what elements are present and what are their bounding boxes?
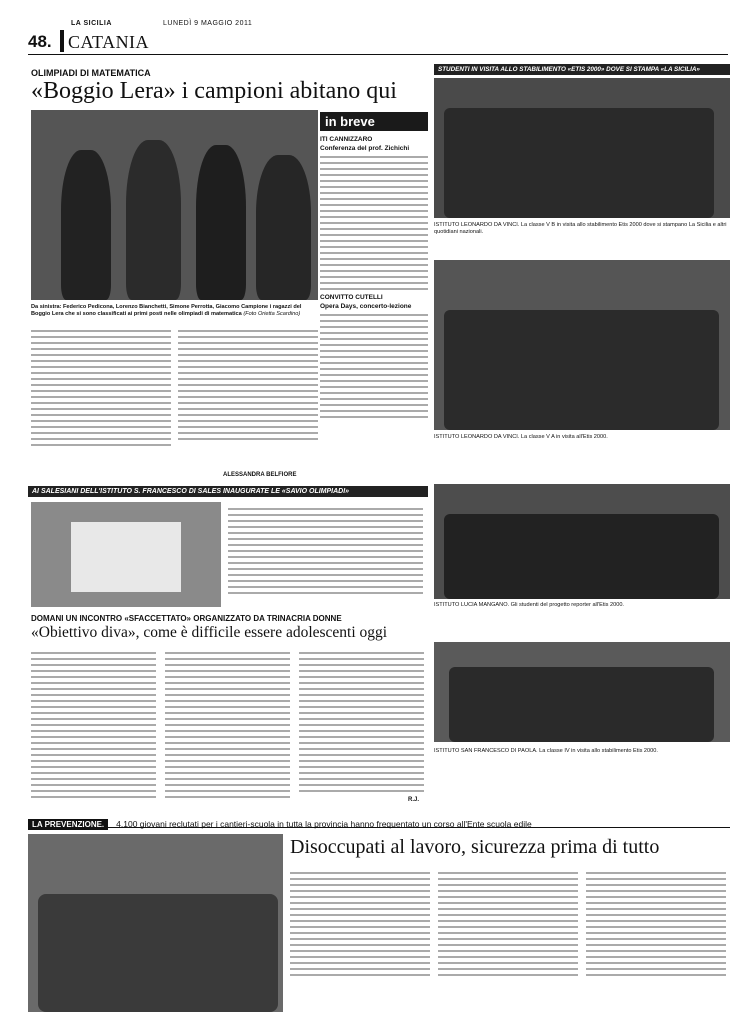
brief1-kicker: ITI CANNIZZARO	[320, 136, 373, 143]
article4-strap-text: 4.100 giovani reclutati per i cantieri-scuola in tutta la provincia hanno frequentato un corso all'Ente scuola edile	[116, 819, 532, 829]
visit-photo-2	[434, 260, 730, 430]
visit-caption-4: ISTITUTO SAN FRANCESCO DI PAOLA. La classe IV in visita allo stabilimento Etis 2000.	[434, 748, 658, 754]
article4-strap	[28, 814, 730, 828]
visit-photo-3	[434, 484, 730, 599]
article4-title: Disoccupati al lavoro, sicurezza prima di tutto	[290, 836, 660, 858]
article-author: ALESSANDRA BELFIORE	[223, 472, 297, 478]
article-title: «Boggio Lera» i campioni abitano qui	[31, 78, 397, 104]
page-number: 48.	[28, 32, 52, 51]
in-breve-box	[320, 112, 428, 480]
photo-caption: Da sinistra: Federico Pedicona, Lorenzo Bianchetti, Simone Perrotta, Giacomo Campione i ragazzi del Boggio Lera che si sono classificati ai primi posti nelle olimpiadi di matematica (Foto Orietta Scardino)	[31, 304, 302, 317]
header-rule	[28, 54, 728, 55]
article-kicker: OLIMPIADI DI MATEMATICA	[31, 68, 151, 78]
article-savio-olimpiadi	[28, 486, 428, 612]
issue-date: LUNEDÌ 9 MAGGIO 2011	[163, 20, 253, 27]
article4-col3	[586, 868, 726, 980]
article4-col1	[290, 868, 430, 980]
visit-caption-3: ISTITUTO LUCIA MANGANO. Gli studenti del progetto reporter all'Etis 2000.	[434, 602, 624, 608]
article3-signature: R.J.	[408, 797, 420, 803]
brief2-title: Opera Days, concerto-lezione	[320, 303, 412, 310]
article3-title: «Obiettivo diva», come è difficile essere adolescenti oggi	[31, 624, 388, 641]
article-obiettivo-diva	[28, 612, 428, 808]
newspaper-name: LA SICILIA	[71, 20, 112, 27]
in-breve-title: in breve	[320, 112, 428, 131]
brief1-title: Conferenza del prof. Zichichi	[320, 145, 410, 152]
brief1-body	[320, 156, 428, 290]
article2-body	[228, 504, 423, 598]
section-title: CATANIA	[68, 32, 150, 52]
page-header	[28, 16, 728, 56]
brief2-kicker: CONVITTO CUTELLI	[320, 294, 383, 301]
article4-label: LA PREVENZIONE.	[28, 819, 108, 830]
olympic-flag-photo	[31, 502, 221, 607]
article-prevenzione	[28, 814, 730, 1014]
article-body-col1	[31, 326, 171, 450]
visit-caption-2: ISTITUTO LEONARDO DA VINCI. La classe V A in visita all'Etis 2000.	[434, 434, 608, 440]
visit-caption-1: ISTITUTO LEONARDO DA VINCI. La classe V B in visita allo stabilimento Etis 2000 dove si stampano La Sicilia e altri quotidiani nazionali.	[434, 222, 727, 235]
brief2-body	[320, 314, 428, 418]
students-photo	[31, 110, 318, 300]
workers-photo	[28, 834, 283, 1012]
article3-col2	[165, 648, 290, 802]
article3-col1	[31, 648, 156, 802]
visit-photo-4	[434, 642, 730, 742]
article2-bar: AI SALESIANI DELL'ISTITUTO S. FRANCESCO DI SALES INAUGURATE LE «SAVIO OLIMPIADI»	[28, 486, 428, 497]
section-divider	[60, 30, 64, 52]
article-body-col2	[178, 326, 318, 444]
article3-col3	[299, 648, 424, 796]
article3-kicker: DOMANI UN INCONTRO «SFACCETTATO» ORGANIZZATO DA TRINACRIA DONNE	[31, 614, 342, 623]
right-column	[434, 64, 730, 834]
right-column-header: STUDENTI IN VISITA ALLO STABILIMENTO «ETIS 2000» DOVE SI STAMPA «LA SICILIA»	[434, 64, 730, 75]
visit-photo-1	[434, 78, 730, 218]
article4-col2	[438, 868, 578, 980]
